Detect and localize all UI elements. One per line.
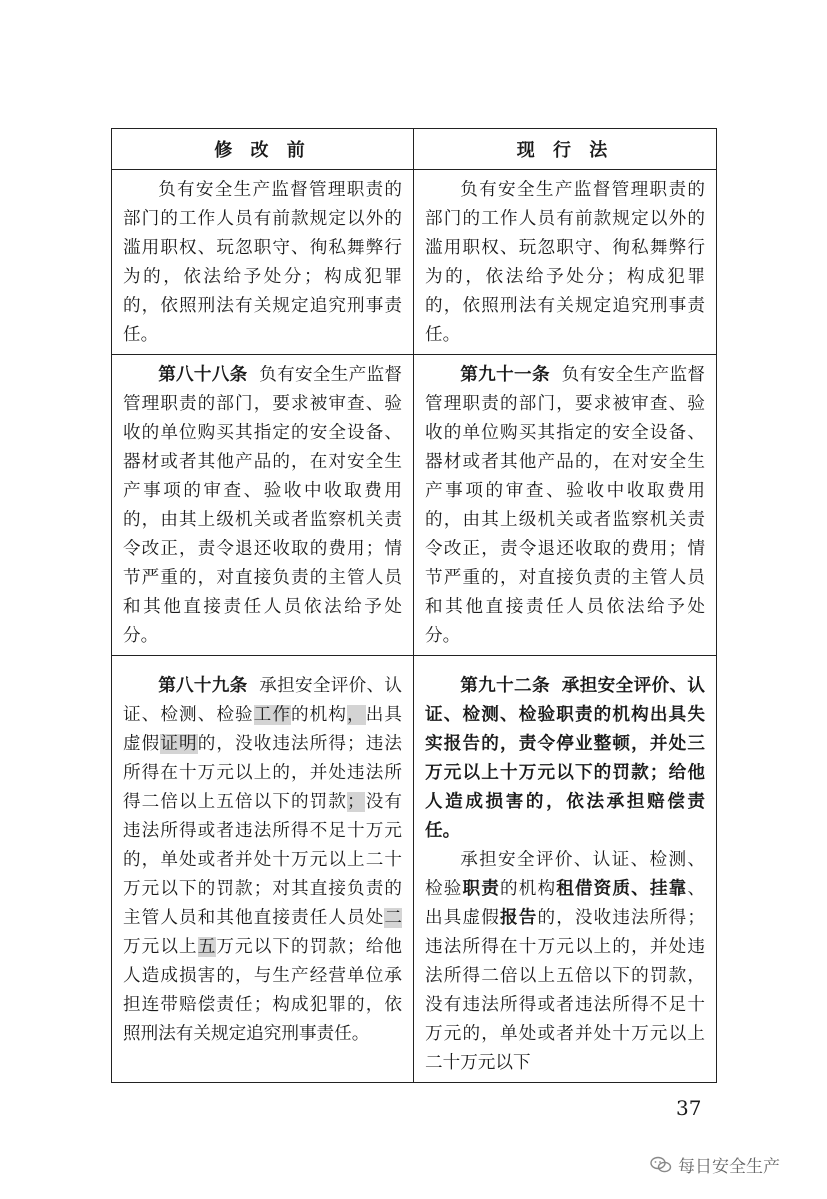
highlight-deleted: ，: [347, 705, 366, 725]
article-89-text-part: 出具虚假: [123, 705, 402, 754]
article-91-label: 第九十一条: [460, 365, 550, 385]
article-88-label: 第八十八条: [158, 365, 248, 385]
row3-right-paragraph-2: [425, 846, 705, 1078]
row2-right-cell: [414, 355, 717, 656]
bold-added: 租借资质、挂靠: [556, 879, 688, 899]
article-89-text-part: 承担安全评价、认证、检测、检验: [123, 676, 402, 725]
article-92-label: 第九十二条: [460, 676, 550, 696]
header-before-revision: 修 改 前: [112, 129, 414, 170]
highlight-deleted: 二: [384, 908, 402, 928]
bold-added: 报告: [499, 908, 538, 928]
row2-left-cell: [112, 355, 414, 656]
header-current-law: 现 行 法: [414, 129, 717, 170]
article-92-text-part: 、出具虚假: [425, 879, 705, 928]
row3-right-cell: [414, 656, 717, 1083]
row1-right-text: 负有安全生产监督管理职责的部门的工作人员有前款规定以外的滥用职权、玩忽职守、徇私舞弊行为的，依法给予处分；构成犯罪的，依照刑法有关规定追究刑事责任。: [425, 180, 705, 345]
article-92-new-text: 承担安全评价、认证、检测、检验职责的机构出具失实报告的，责令停业整顿，并处三万元以上十万元以下的罚款；给他人造成损害的，依法承担赔偿责任。: [425, 676, 705, 841]
comparison-table: [111, 128, 717, 1083]
page-number: 37: [676, 1096, 702, 1120]
row3-right-paragraph-1: [425, 672, 705, 846]
article-92-text-part: 的机构: [499, 879, 557, 899]
highlight-deleted: ；: [347, 792, 365, 812]
watermark: [650, 1152, 780, 1177]
row2-right-paragraph: [425, 361, 705, 651]
article-92-text-part: 的，没收违法所得；违法所得在十万元以上的，并处违法所得二倍以上五倍以下的罚款，没有违法所得或者违法所得不足十万元的，单处或者并处十万元以上二十万元以下: [425, 908, 705, 1073]
highlight-deleted: 工作: [253, 705, 292, 725]
article-88-text: 负有安全生产监督管理职责的部门，要求被审查、验收的单位购买其指定的安全设备、器材或者其他产品的，在对安全生产事项的审查、验收中收取费用的，由其上级机关或者监察机关责令改正，责令退还收取的费用；情节严重的，对直接负责的主管人员和其他直接责任人员依法给予处分。: [123, 365, 402, 646]
row3-left-cell: [112, 656, 414, 1083]
highlight-deleted: 证明: [160, 734, 198, 754]
article-89-label: 第八十九条: [158, 676, 248, 696]
article-89-text-part: 万元以下的罚款；给他人造成损害的，与生产经营单位承担连带赔偿责任；构成犯罪的，依照刑法有关规定追究刑事责任。: [123, 937, 402, 1044]
article-89-text-part: 的机构: [291, 705, 348, 725]
row1-right-cell: [414, 170, 717, 355]
wechat-icon: [650, 1156, 672, 1174]
article-89-text-part: 没有违法所得或者违法所得不足十万元的，单处或者并处十万元以上二十万元以下的罚款；对其直接负责的主管人员和其他直接责任人员处: [123, 792, 402, 928]
row3-left-paragraph: [123, 672, 402, 1049]
article-91-text: 负有安全生产监督管理职责的部门，要求被审查、验收的单位购买其指定的安全设备、器材或者其他产品的，在对安全生产事项的审查、验收中收取费用的，由其上级机关或者监察机关责令改正，责令退还收取的费用；情节严重的，对直接负责的主管人员和其他直接责任人员依法给予处分。: [425, 365, 705, 646]
row1-left-text: 负有安全生产监督管理职责的部门的工作人员有前款规定以外的滥用职权、玩忽职守、徇私舞弊行为的，依法给予处分；构成犯罪的，依照刑法有关规定追究刑事责任。: [123, 180, 402, 345]
bold-added: 职责: [462, 879, 500, 899]
row1-left-cell: [112, 170, 414, 355]
article-89-text-part: 万元以上: [123, 937, 198, 957]
highlight-deleted: 五: [197, 937, 217, 957]
watermark-text: 每日安全生产: [678, 1157, 780, 1177]
article-92-text-part: 承担安全评价、认证、检测、检验: [425, 850, 705, 899]
article-89-text-part: 的，没收违法所得；违法所得在十万元以上的，并处违法所得二倍以上五倍以下的罚款: [123, 734, 402, 812]
row2-left-paragraph: [123, 361, 402, 651]
